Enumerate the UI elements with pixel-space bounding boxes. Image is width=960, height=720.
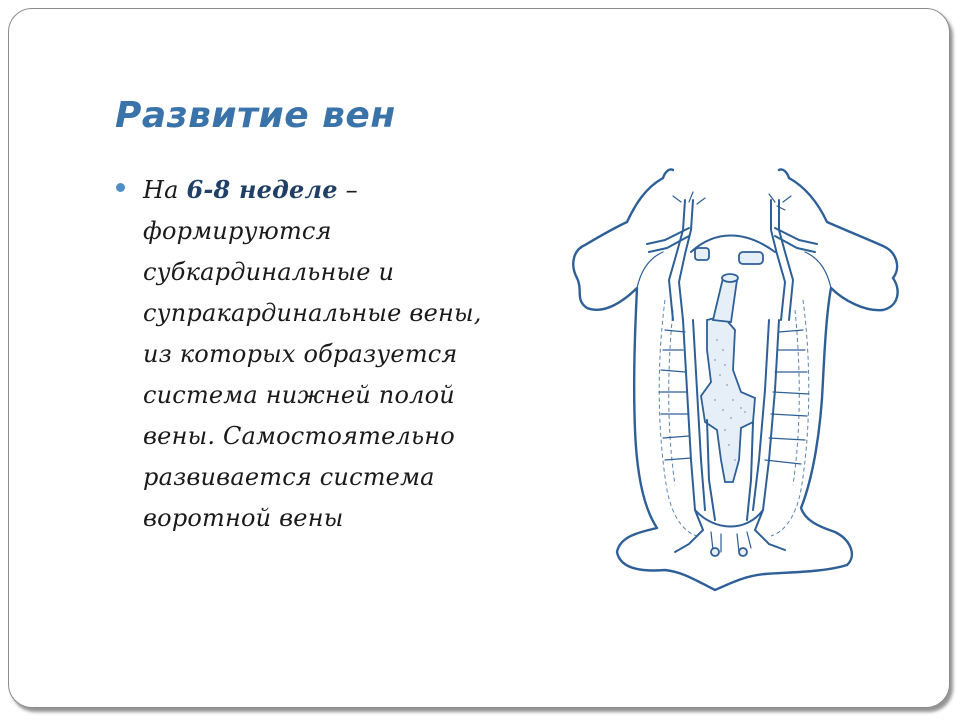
vena-cava-opening	[722, 274, 738, 282]
bullet-prefix: На	[143, 176, 187, 204]
left-supracardinal-vein	[707, 420, 715, 520]
right-supracardinal-vein	[747, 422, 753, 520]
bullet-body: – формируются субкардинальные и супракардинальные вены, из которых образуется система нижней полой вены. Самостоятельно развивается система воротной вены	[143, 176, 482, 532]
right-limb-inner	[805, 252, 831, 288]
pelvic-node-left	[711, 548, 719, 556]
bullet-paragraph	[143, 169, 503, 539]
right-dashed-contour-2	[793, 310, 799, 485]
left-dashed-contour	[659, 300, 697, 536]
embryo-neck-right	[779, 169, 789, 178]
bullet-icon	[116, 183, 125, 192]
right-segmental-veins	[765, 330, 809, 464]
vena-cava-upper-tube	[713, 278, 737, 322]
right-cardinal-upper	[779, 200, 793, 320]
right-vein-cap	[739, 252, 763, 264]
left-cardinal-upper-2	[679, 200, 693, 320]
left-iliac-vein	[675, 530, 703, 552]
right-iliac-vein	[755, 530, 785, 550]
left-neck-branch	[673, 192, 705, 204]
pelvic-node-right	[739, 548, 747, 556]
bullet-highlight: 6-8 неделе	[186, 175, 338, 204]
left-cardinal-upper	[669, 200, 685, 320]
left-segmental-veins	[659, 330, 691, 460]
iliac-anastomosis	[695, 510, 763, 527]
left-arm-vein	[647, 228, 689, 244]
left-limb-inner	[637, 252, 663, 288]
embryo-neck-left	[663, 169, 673, 178]
left-vein-cap	[695, 248, 709, 260]
slide-title: Развитие вен	[115, 95, 396, 136]
vein-development-illustration	[565, 160, 905, 600]
